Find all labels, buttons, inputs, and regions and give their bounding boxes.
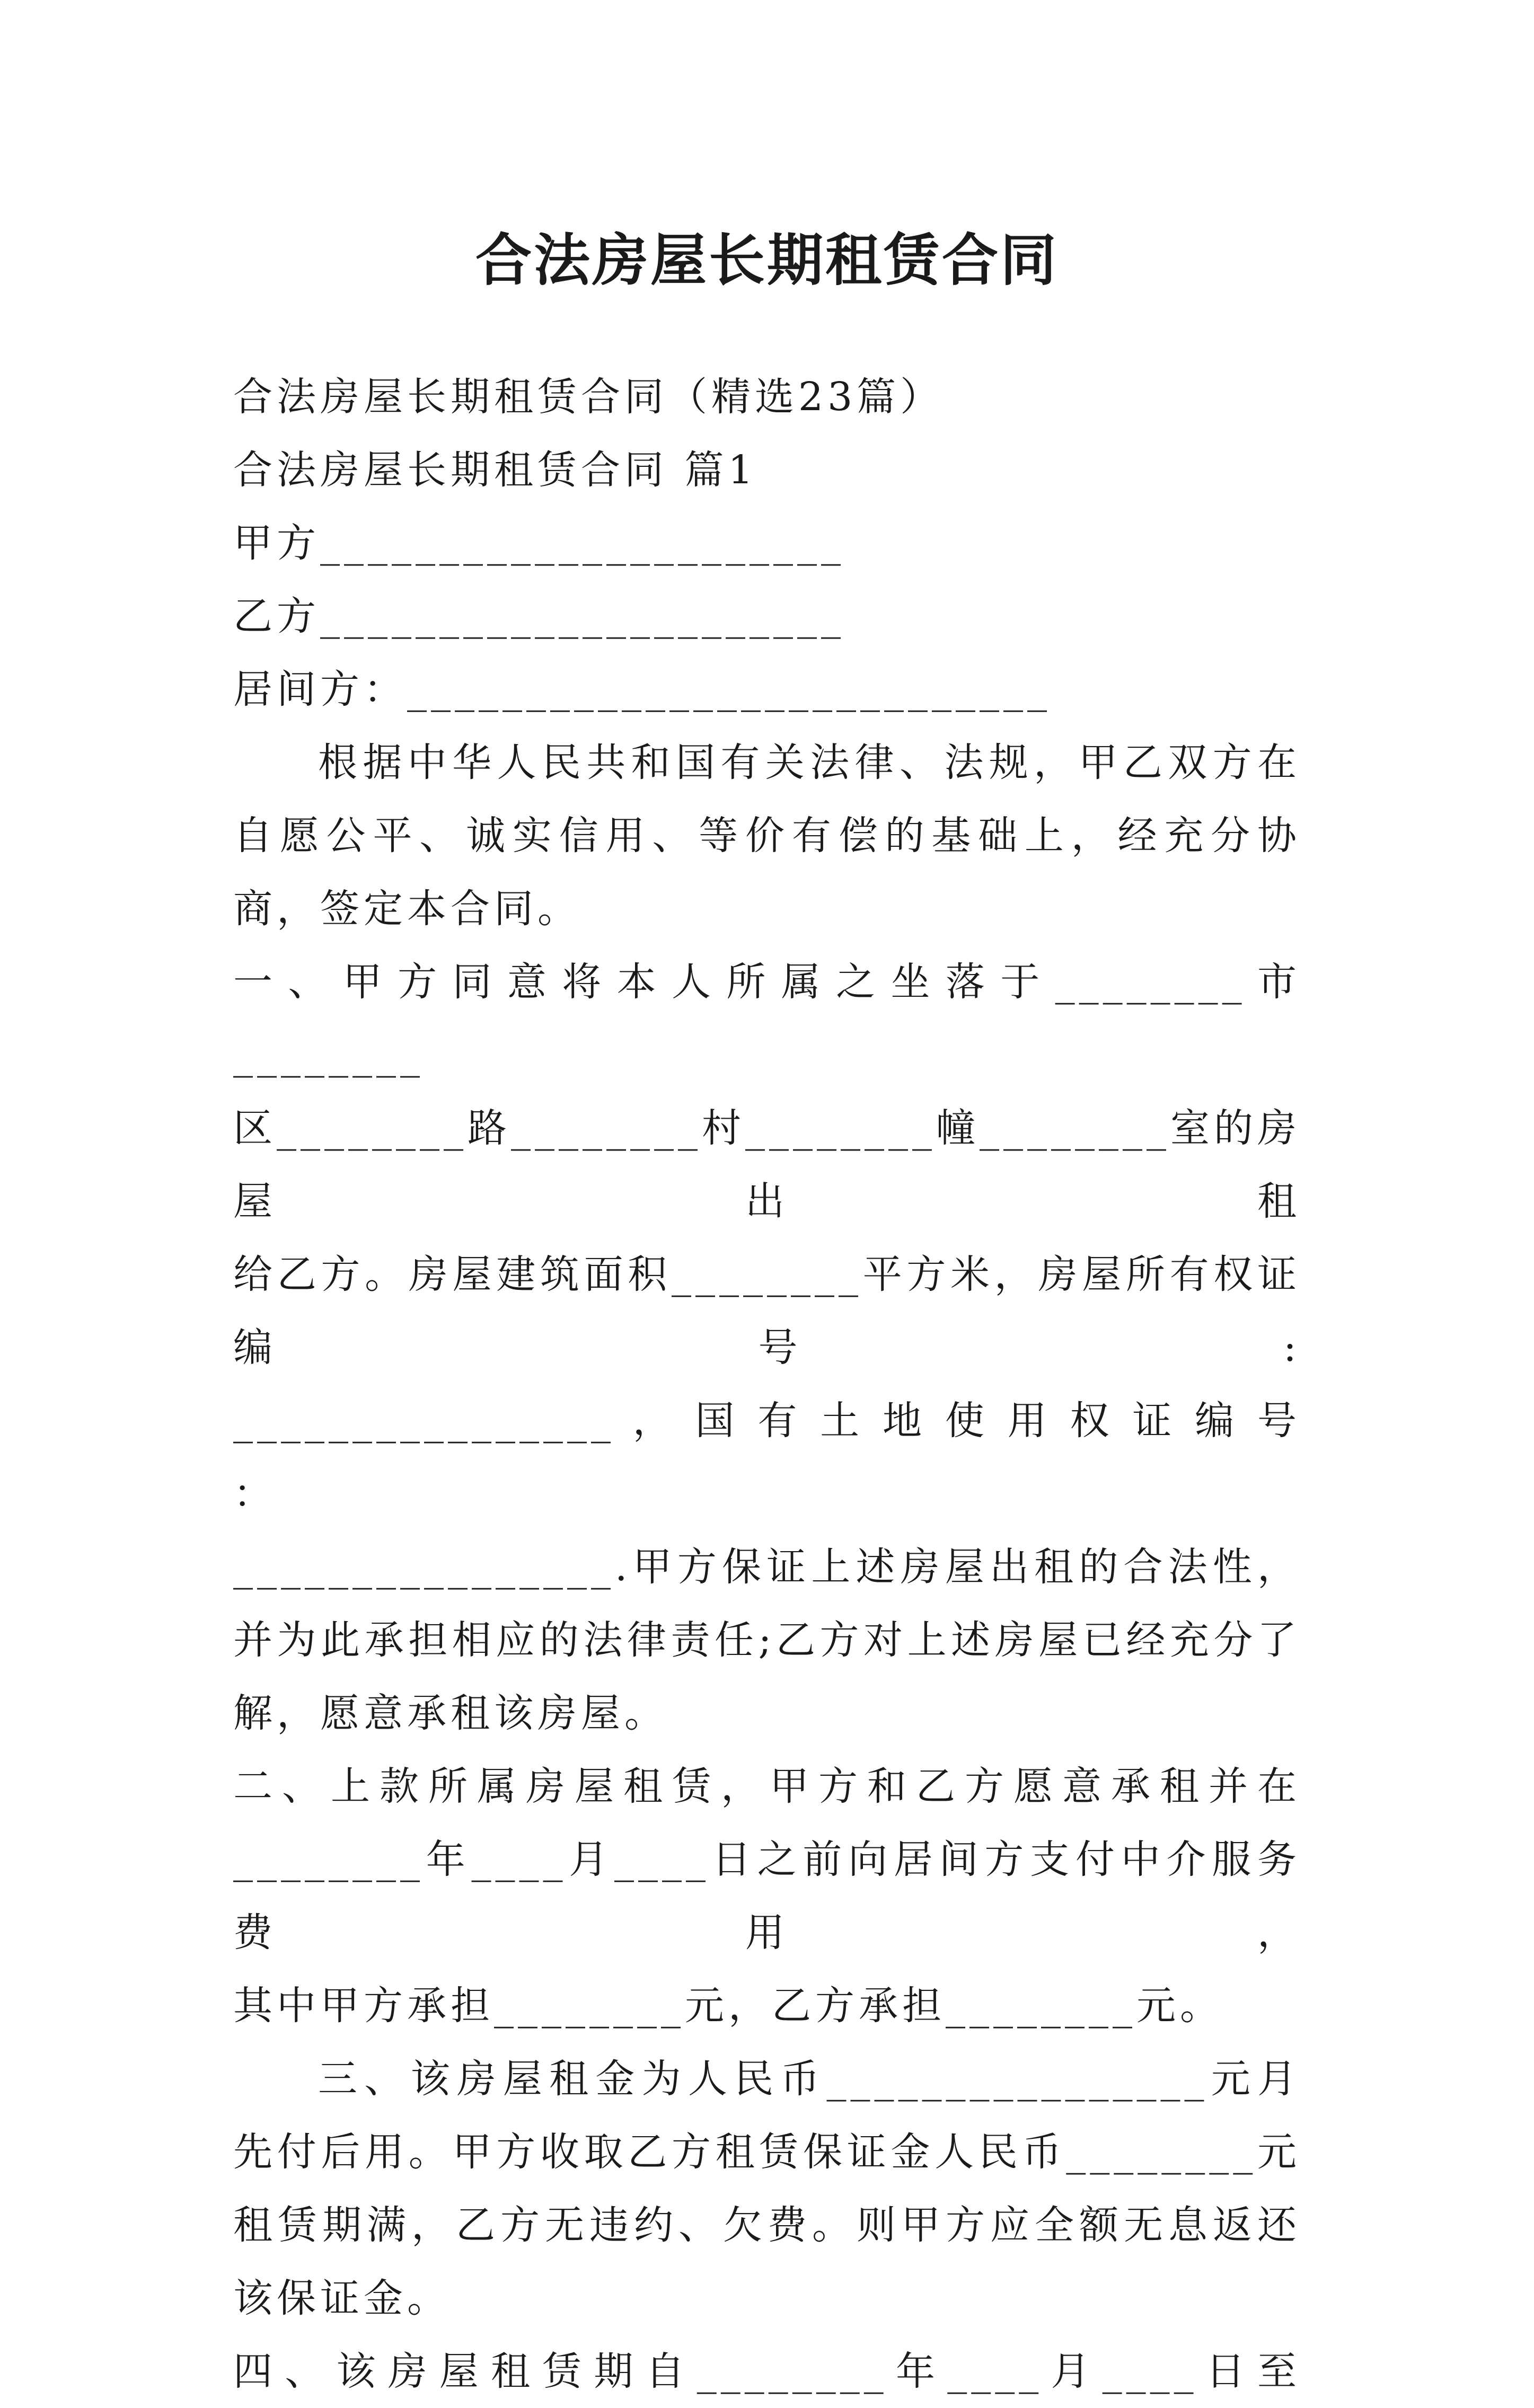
clause-3-paragraph: 三、该房屋租金为人民币________________元月先付后用。甲方收取乙方租赁保证金人民币________元租赁期满，乙方无违约、欠费。则甲方应全额无息返还该保证金。: [233, 2056, 1301, 2321]
document-subtitle: 合法房屋长期租赁合同（精选23篇）: [233, 374, 944, 420]
clause-4-line-1: 四、该房屋租赁期自________年____月____日至: [233, 2349, 1301, 2394]
clause-1-line-1: 一、甲方同意将本人所属之坐落于________市________: [233, 959, 1301, 1078]
intermediary-line: 居间方：___________________________: [233, 667, 1051, 712]
clause-1-rest: ________________.甲方保证上述房屋出租的合法性，并为此承担相应的法律责任;乙方对上述房屋已经充分了解，愿意承租该房屋。: [233, 1544, 1301, 1736]
section-heading: 合法房屋长期租赁合同 篇1: [233, 447, 757, 493]
party-b-line: 乙方______________________: [233, 594, 845, 639]
document-body: [233, 360, 1301, 2408]
clause-2-line-1: 二、上款所属房屋租赁，甲方和乙方愿意承租并在: [233, 1764, 1301, 1809]
clause-2-line-3: 其中甲方承担________元，乙方承担________元。: [233, 1983, 1223, 2029]
party-a-line: 甲方______________________: [233, 520, 845, 566]
clause-1-line-3: 给乙方。房屋建筑面积________平方米，房屋所有权证编号:: [233, 1252, 1301, 1370]
intro-paragraph: 根据中华人民共和国有关法律、法规，甲乙双方在自愿公平、诚实信用、等价有偿的基础上，经充分协商，签定本合同。: [233, 740, 1301, 932]
clause-1-line-2: 区________路________村________幢________室的房屋出租: [233, 1105, 1301, 1224]
document-title: 合法房屋长期租赁合同: [475, 227, 1059, 294]
clause-1-line-4: ________________ ， 国 有 土 地 使 用 权 证 编 号 ：: [233, 1398, 1301, 1517]
clause-2-line-2: ________年____月____日之前向居间方支付中介服务费用，: [233, 1837, 1301, 1955]
